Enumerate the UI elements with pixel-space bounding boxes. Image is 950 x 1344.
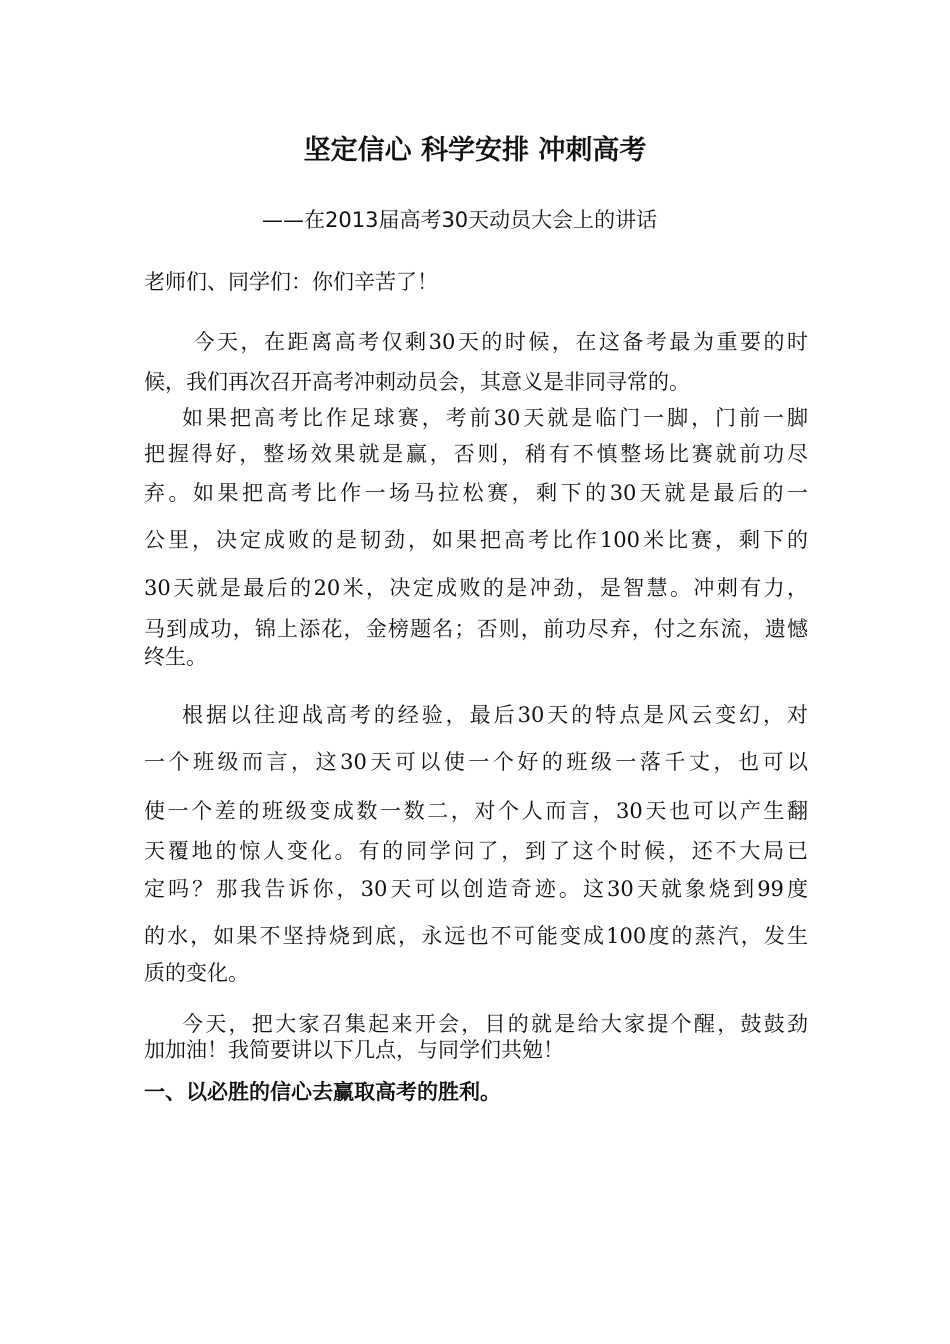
document-title: 坚定信心 科学安排 冲刺高考 (303, 135, 647, 166)
paragraph-line: 弃。如果把高考比作一场马拉松赛，剩下的30天就是最后的一 (144, 481, 808, 505)
section-heading-1: 一、以必胜的信心去赢取高考的胜利。 (144, 1080, 501, 1104)
paragraph-line: 候，我们再次召开高考冲刺动员会，其意义是非同寻常的。 (144, 370, 690, 394)
paragraph-line: 质的变化。 (144, 961, 249, 985)
paragraph-line: 30天就是最后的20米，决定成败的是冲劲，是智慧。冲刺有力， (144, 576, 808, 600)
greeting-line: 老师们、同学们：你们辛苦了！ (144, 270, 438, 294)
paragraph-line: 天覆地的惊人变化。有的同学问了，到了这个时候，还不大局已 (144, 839, 808, 863)
paragraph-line: 使一个差的班级变成数一数二，对个人而言，30天也可以产生翻 (144, 799, 808, 823)
paragraph-line: 今天，把大家召集起来开会，目的就是给大家提个醒，鼓鼓劲 (182, 1012, 808, 1036)
paragraph-line: 的水，如果不坚持烧到底，永远也不可能变成100度的蒸汽，发生 (144, 924, 808, 948)
paragraph-line: 今天，在距离高考仅剩30天的时候，在这备考最为重要的时 (170, 330, 808, 354)
paragraph-line: 如果把高考比作足球赛，考前30天就是临门一脚，门前一脚 (182, 406, 808, 430)
paragraph-line: 马到成功，锦上添花，金榜题名；否则，前功尽弃，付之东流，遗憾 (144, 617, 808, 641)
paragraph-line: 终生。 (144, 645, 207, 669)
paragraph-line: 公里，决定成败的是韧劲，如果把高考比作100米比赛，剩下的 (144, 528, 808, 552)
paragraph-line: 把握得好，整场效果就是赢，否则，稍有不慎整场比赛就前功尽 (144, 442, 808, 466)
paragraph-line: 根据以往迎战高考的经验，最后30天的特点是风云变幻，对 (182, 703, 808, 727)
document-subtitle: ——在2013届高考30天动员大会上的讲话 (262, 208, 658, 232)
paragraph-line: 加加油！我简要讲以下几点，与同学们共勉！ (144, 1038, 564, 1062)
paragraph-line: 定吗？那我告诉你，30天可以创造奇迹。这30天就象烧到99度 (144, 877, 808, 901)
paragraph-line: 一个班级而言，这30天可以使一个好的班级一落千丈，也可以 (144, 750, 808, 774)
